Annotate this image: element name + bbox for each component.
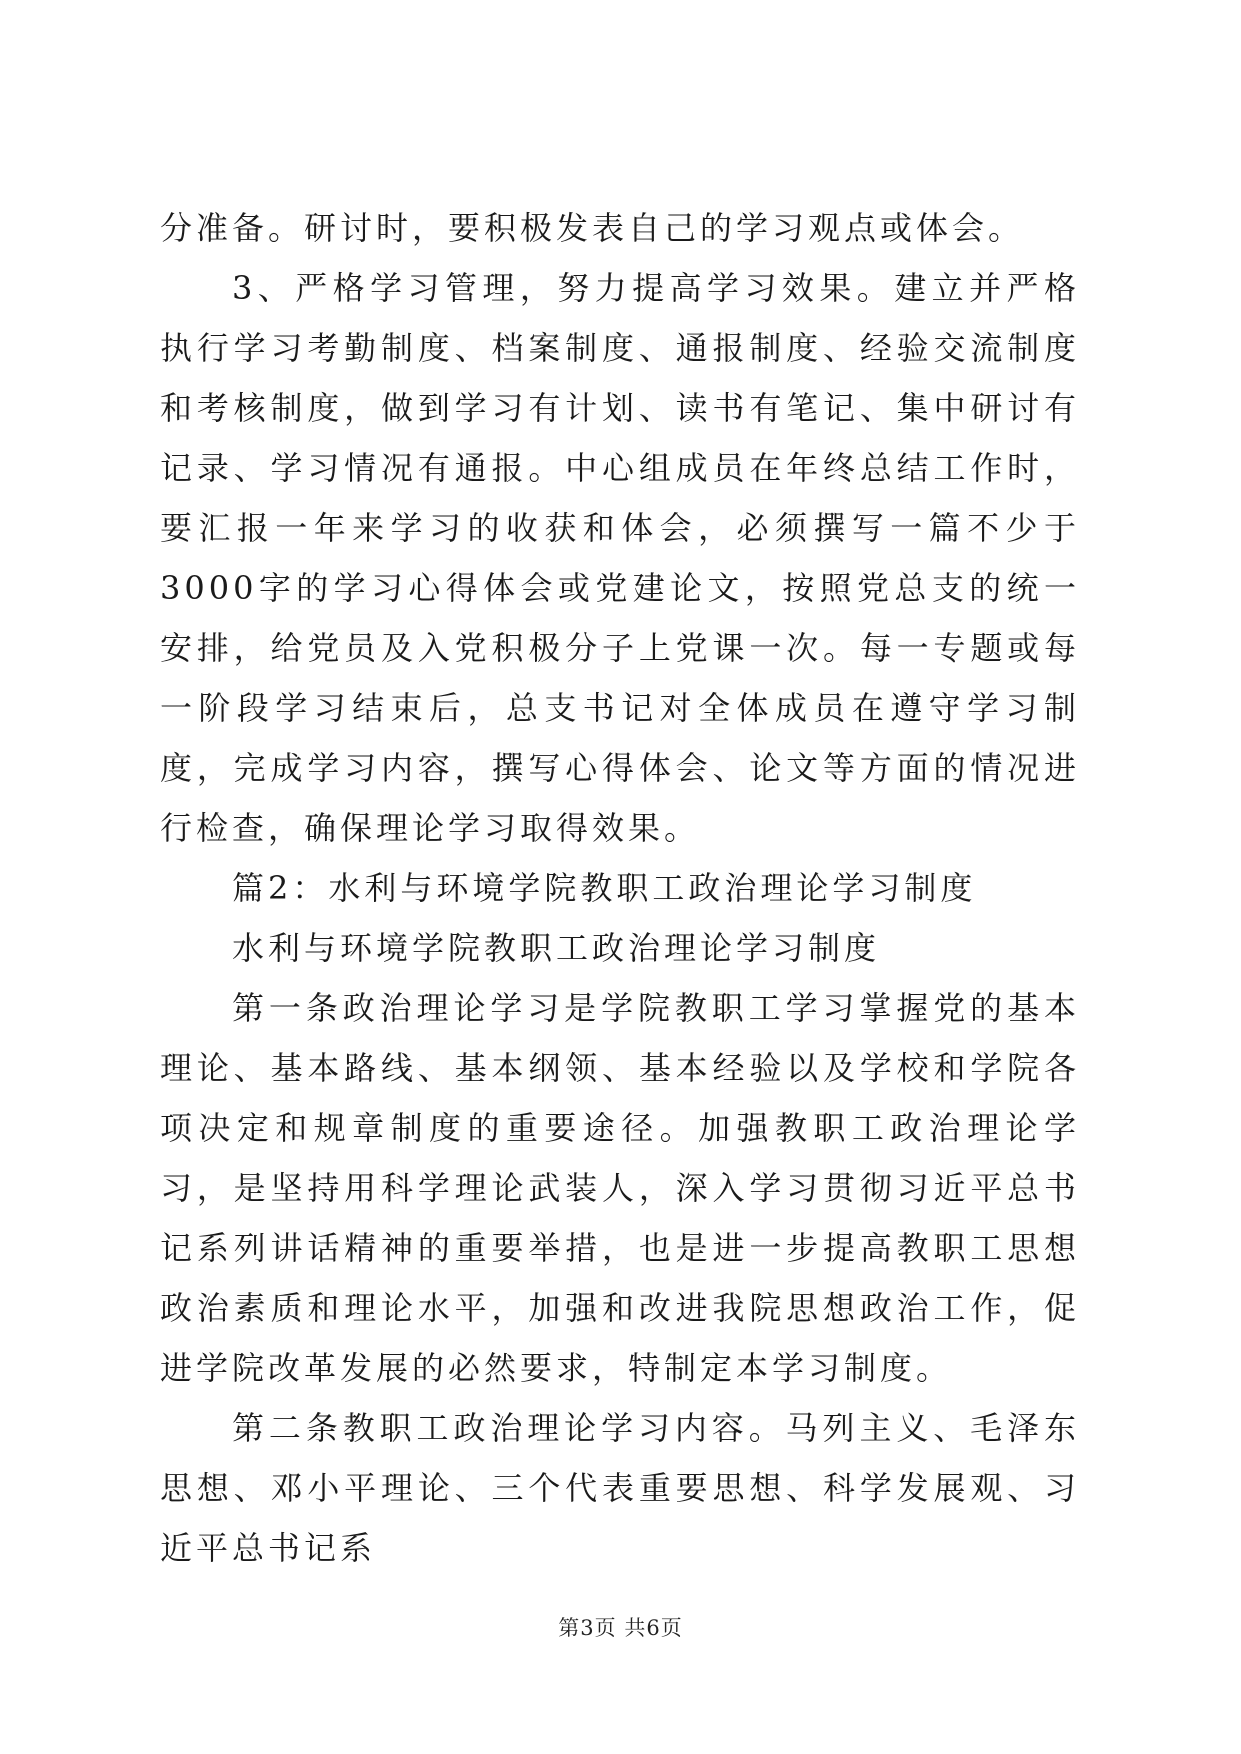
page-number: 第3页 共6页	[558, 1616, 683, 1640]
paragraph-continuation: 分准备。研讨时，要积极发表自己的学习观点或体会。	[160, 209, 1025, 247]
section-heading: 篇2：水利与环境学院教职工政治理论学习制度	[232, 869, 977, 907]
paragraph-study-management: 3、严格学习管理，努力提高学习效果。建立并严格执行学习考勤制度、档案制度、通报制度、经验交流制度和考核制度，做到学习有计划、读书有笔记、集中研讨有记录、学习情况有通报。中心组成员在年终总结工作时，要汇报一年来学习的收获和体会，必须撰写一篇不少于3000字的学习心得体会或党建论文，按照党总支的统一安排，给党员及入党积极分子上党课一次。每一专题或每一阶段学习结束后，总支书记对全体成员在遵守学习制度，完成学习内容，撰写心得体会、论文等方面的情况进行检查，确保理论学习取得效果。	[160, 269, 1080, 847]
article-one: 第一条政治理论学习是学院教职工学习掌握党的基本理论、基本路线、基本纲领、基本经验以及学校和学院各项决定和规章制度的重要途径。加强教职工政治理论学习，是坚持用科学理论武装人，深入学习贯彻习近平总书记系列讲话精神的重要举措，也是进一步提高教职工思想政治素质和理论水平，加强和改进我院思想政治工作，促进学院改革发展的必然要求，特制定本学习制度。	[160, 989, 1080, 1387]
document-title: 水利与环境学院教职工政治理论学习制度	[232, 929, 881, 967]
article-two: 第二条教职工政治理论学习内容。马列主义、毛泽东思想、邓小平理论、三个代表重要思想、科学发展观、习近平总书记系	[160, 1409, 1080, 1567]
document-body	[160, 198, 1080, 1578]
